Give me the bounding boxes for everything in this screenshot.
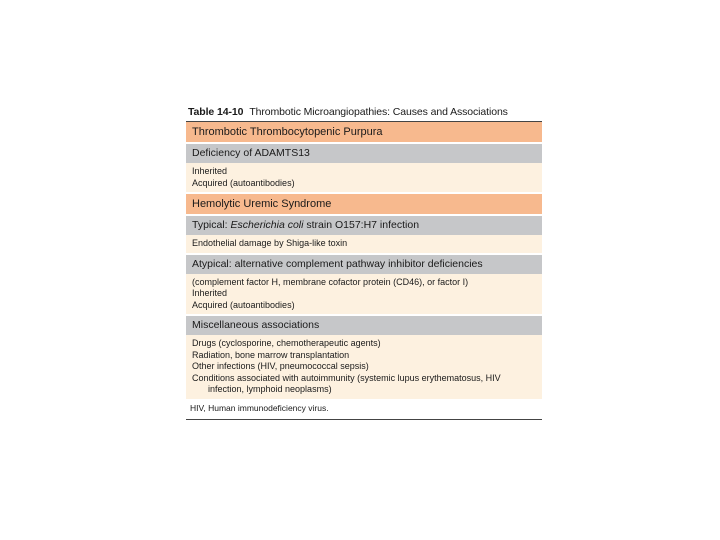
causes-table xyxy=(186,104,542,420)
ttp-items xyxy=(186,163,542,192)
list-item: Acquired (autoantibodies) xyxy=(192,299,295,310)
typical-prefix: Typical: xyxy=(192,219,231,231)
list-item: (complement factor H, membrane cofactor protein (CD46), or factor I) xyxy=(192,276,469,287)
typical-suffix: strain O157:H7 infection xyxy=(303,219,420,231)
subheading-adamts13: Deficiency of ADAMTS13 xyxy=(186,144,542,163)
section-heading-hus: Hemolytic Uremic Syndrome xyxy=(186,194,542,214)
table-footnote: HIV, Human immunodeficiency virus. xyxy=(190,402,329,413)
list-item: infection, lymphoid neoplasms) xyxy=(208,384,332,394)
table-title: Thrombotic Microangiopathies: Causes and Associations xyxy=(249,106,508,118)
misc-items xyxy=(186,335,542,399)
subheading-atypical-hus: Atypical: alternative complement pathway inhibitor deficiencies xyxy=(186,255,542,274)
list-item: Drugs (cyclosporine, chemotherapeutic agents) xyxy=(192,338,381,348)
subheading-misc: Miscellaneous associations xyxy=(186,316,542,335)
table-caption xyxy=(186,104,542,121)
atypical-hus-items xyxy=(186,274,542,315)
bottom-rule xyxy=(186,419,542,420)
list-item: Radiation, bone marrow transplantation xyxy=(192,349,350,360)
list-item: Acquired (autoantibodies) xyxy=(192,177,295,188)
typical-hus-items xyxy=(186,235,542,253)
list-item: Endothelial damage by Shiga-like toxin xyxy=(192,238,348,248)
section-heading-ttp: Thrombotic Thrombocytopenic Purpura xyxy=(186,122,542,142)
organism-name: Escherichia coli xyxy=(230,219,304,231)
table-number: Table 14-10 xyxy=(188,106,244,118)
list-item: Other infections (HIV, pneumococcal sepsis) xyxy=(192,361,369,371)
list-item: Inherited xyxy=(192,166,228,176)
subheading-typical-hus xyxy=(186,216,542,235)
list-item: Inherited xyxy=(192,288,228,298)
list-item: Conditions associated with autoimmunity (systemic lupus erythematosus, HIV xyxy=(192,372,501,383)
